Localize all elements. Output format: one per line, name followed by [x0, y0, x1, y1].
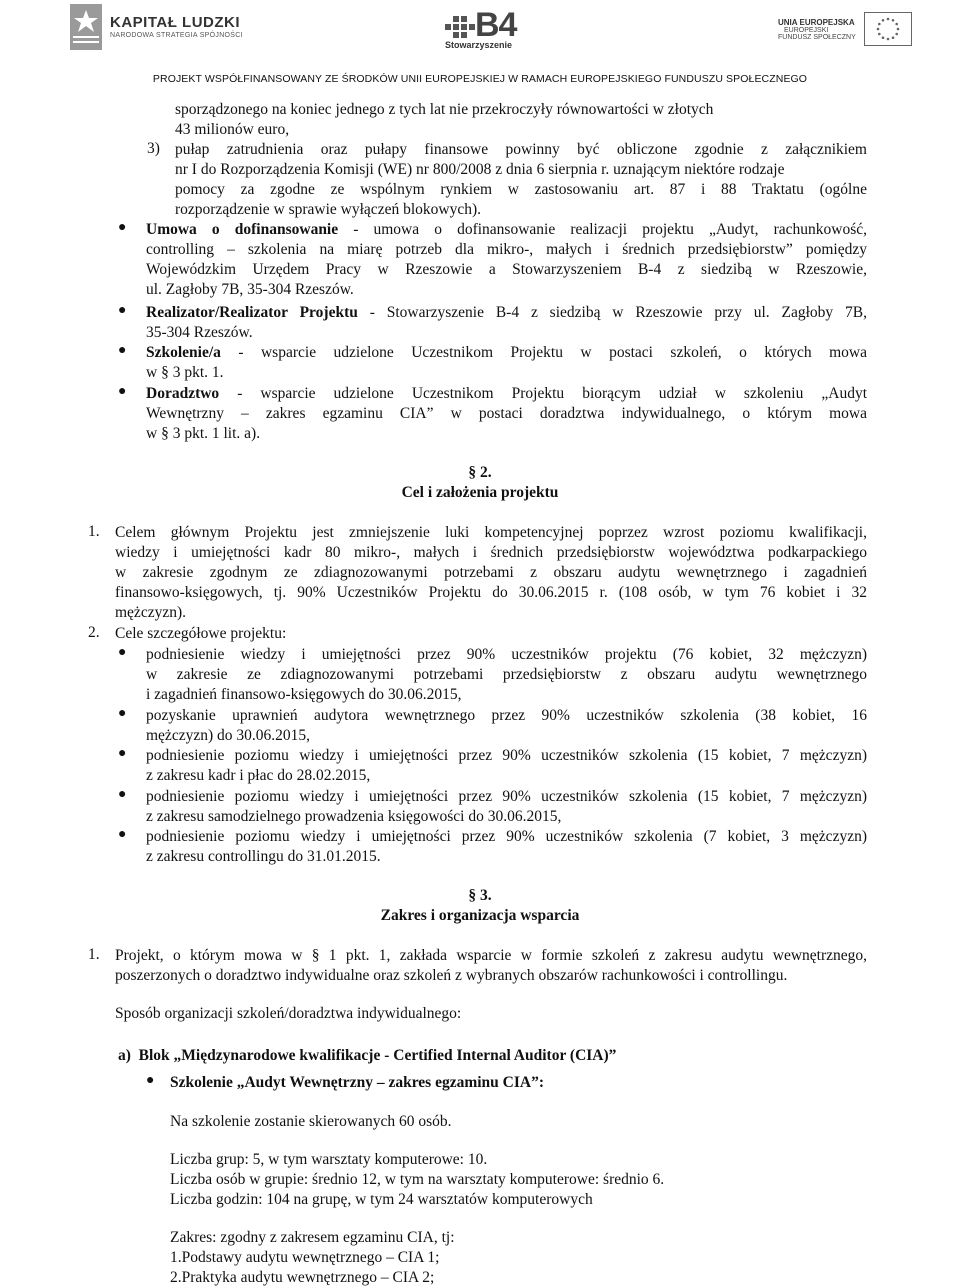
text-line: podniesienie wiedzy i umiejętności przez 90% uczestników projektu (76 kobiet, 32 mężczyzn) [146, 646, 867, 663]
definition-doradztwo [146, 384, 867, 444]
text-line: rozporządzenie w sprawie wyłączeń blokowych). [175, 201, 481, 218]
term-doradztwo: Doradztwo [146, 385, 220, 402]
text-line: mężczyzn) do 30.06.2015, [146, 727, 310, 744]
bullet-icon: ● [118, 645, 127, 660]
training-scope: Zakres: zgodny z zakresem egzaminu CIA, tj: [170, 1229, 455, 1246]
text-line: z zakresu samodzielnego prowadzenia księgowości do 30.06.2015, [146, 808, 562, 825]
goal-item [146, 827, 867, 867]
training-persons: Liczba osób w grupie: średnio 12, w tym na warsztaty komputerowe: średnio 6. [170, 1171, 665, 1188]
bullet-icon: ● [118, 303, 127, 318]
definition-umowa [146, 220, 867, 300]
text-line: mężczyzn). [115, 604, 186, 621]
definition-szkolenie [146, 343, 867, 383]
text-line: podniesienie poziomu wiedzy i umiejętności przez 90% uczestników szkolenia (7 kobiet, 3 mężczyzn) [146, 828, 867, 845]
text-line: z zakresu controllingu do 31.01.2015. [146, 848, 381, 865]
b4-grid-icon [445, 10, 475, 42]
text-line: poszerzonych o doradztwo indywidualne oraz szkoleń z wybranych obszarów rachunkowości i controllingu. [115, 967, 788, 984]
text-line: w § 3 pkt. 1 lit. a). [146, 425, 261, 442]
text-line: 43 milionów euro, [175, 121, 290, 138]
list-number: 3) [147, 140, 160, 157]
list-number: 2. [88, 624, 100, 641]
bullet-icon: ● [118, 827, 127, 842]
term-realizator: Realizator/Realizator Projektu [146, 304, 358, 321]
text-line: Wewnętrzny – zakres egzaminu CIA” w postaci doradztwa indywidualnego, o którym mowa [146, 405, 867, 422]
text-line: Wojewódzkim Urzędem Pracy w Rzeszowie a Stowarzyszeniem B-4 z siedzibą w Rzeszowie, [146, 261, 867, 278]
project-cofinancing-line: PROJEKT WSPÓŁFINANSOWANY ZE ŚRODKÓW UNII EUROPEJSKIEJ W RAMACH EUROPEJSKIEGO FUNDUSZU SPOŁECZNEGO [152, 73, 808, 85]
text-line: Projekt, o którym mowa w § 1 pkt. 1, zakłada wsparcie w formie szkoleń z zakresu audytu wewnętrznego, [115, 947, 867, 964]
text-line: - umowa o dofinansowanie realizacji projektu „Audyt, rachunkowość, [338, 221, 867, 238]
text-line: wiedzy i umiejętności kadr 80 mikro-, małych i średnich przedsiębiorstw województwa podkarpackiego [115, 544, 867, 561]
training-title: Szkolenie „Audyt Wewnętrzny – zakres egzaminu CIA”: [170, 1074, 544, 1091]
term-szkolenie: Szkolenie/a [146, 344, 221, 361]
intro-continuation [175, 100, 867, 140]
kapital-ludzki-logo [70, 4, 243, 48]
eu-fund-line2: FUNDUSZ SPOŁECZNY [778, 33, 856, 41]
bullet-icon: ● [118, 746, 127, 761]
text-line: Celem głównym Projektu jest zmniejszenie luki kompetencyjnej poprzez wzrost poziomu kwalifikacji, [115, 524, 867, 541]
eu-title: UNIA EUROPEJSKA [778, 17, 855, 27]
list-number: 1. [88, 523, 100, 540]
kapital-ludzki-subtitle: NARODOWA STRATEGIA SPÓJNOŚCI [110, 31, 243, 39]
text-line: podniesienie poziomu wiedzy i umiejętności przez 90% uczestników szkolenia (15 kobiet, 7 mężczyzn) [146, 747, 867, 764]
text-line: w § 3 pkt. 1. [146, 364, 224, 381]
eu-logo [778, 12, 912, 46]
section-2-title: Cel i założenia projektu [401, 484, 559, 501]
bullet-icon: ● [118, 384, 127, 399]
eu-fund-line1: EUROPEJSKI [784, 26, 829, 34]
organization-heading: Sposób organizacji szkoleń/doradztwa indywidualnego: [115, 1005, 462, 1022]
text-line: controlling – szkolenia na miarę potrzeb dla mikro-, małych i średnich przedsiębiorstw” pomiędzy [146, 241, 867, 258]
goal-item [146, 746, 867, 786]
text-line: pułap zatrudnienia oraz pułapy finansowe powinny być obliczone zgodnie z załącznikiem [175, 141, 867, 158]
list-item-3 [175, 140, 867, 220]
section-2-goals-heading: Cele szczegółowe projektu: [115, 625, 287, 642]
training-hours: Liczba godzin: 104 na grupę, w tym 24 warsztatów komputerowych [170, 1191, 593, 1208]
text-line: finansowo-księgowych, tj. 90% Uczestników Projektu do 30.06.2015 r. (108 osób, w tym 76 kobiet i 32 [115, 584, 867, 601]
bullet-icon: ● [118, 220, 127, 235]
text-line: pozyskanie uprawnień audytora wewnętrznego przez 90% uczestników szkolenia (38 kobiet, 16 [146, 707, 867, 724]
text-line: z zakresu kadr i płac do 28.02.2015, [146, 767, 371, 784]
goal-item [146, 706, 867, 746]
goal-item [146, 787, 867, 827]
definition-realizator [146, 303, 867, 343]
bullet-icon: ● [118, 343, 127, 358]
section-2-number: § 2. [468, 464, 492, 481]
training-participants: Na szkolenie zostanie skierowanych 60 osób. [170, 1113, 452, 1130]
text-line: nr I do Rozporządzenia Komisji (WE) nr 800/2008 z dnia 6 sierpnia r. uznającym niektóre rodzaje [175, 161, 785, 178]
b4-subtitle: Stowarzyszenie [445, 40, 513, 50]
b4-title: B4 [475, 6, 517, 44]
text-line: - wsparcie udzielone Uczestnikom Projektu biorącym udział w szkoleniu „Audyt [219, 385, 867, 402]
b4-logo [445, 8, 555, 54]
block-a-heading: a) Blok „Międzynarodowe kwalifikacje - Certified Internal Auditor (CIA)” [118, 1047, 617, 1064]
list-number: 1. [88, 946, 100, 963]
scope-item: 1.Podstawy audytu wewnętrznego – CIA 1; [170, 1249, 440, 1266]
scope-item: 2.Praktyka audytu wewnętrznego – CIA 2; [170, 1269, 435, 1286]
training-groups: Liczba grup: 5, w tym warsztaty komputerowe: 10. [170, 1151, 488, 1168]
text-line: sporządzonego na koniec jednego z tych lat nie przekroczyły równowartości w złotych [175, 101, 714, 118]
bullet-icon: ● [118, 706, 127, 721]
text-line: w zakresie ze zdiagnozowanymi potrzebami przedsiębiorstw z obszaru audytu wewnętrznego [146, 666, 867, 683]
kapital-ludzki-emblem-icon [70, 4, 102, 48]
text-line: i zagadnień finansowo-księgowych do 30.06.2015, [146, 686, 462, 703]
text-line: w zakresie zgodnym ze zdiagnozowanymi potrzebami z obszaru audytu wewnętrznego i zagadnień [115, 564, 867, 581]
text-line: ul. Zagłoby 7B, 35-304 Rzeszów. [146, 281, 354, 298]
text-line: 35-304 Rzeszów. [146, 324, 253, 341]
section-3-paragraph-1 [115, 946, 867, 986]
bullet-icon: ● [118, 787, 127, 802]
bullet-icon: ● [146, 1073, 155, 1088]
eu-flag-icon [864, 12, 912, 46]
kapital-ludzki-title: KAPITAŁ LUDZKI [110, 13, 241, 31]
text-line: - wsparcie udzielone Uczestnikom Projektu w postaci szkoleń, o których mowa [220, 344, 867, 361]
section-3-title: Zakres i organizacja wsparcia [380, 907, 580, 924]
term-umowa: Umowa o dofinansowanie [146, 221, 339, 238]
goal-item [146, 645, 867, 705]
text-line: - Stowarzyszenie B-4 z siedzibą w Rzeszowie przy ul. Zagłoby 7B, [357, 304, 867, 321]
page-header [0, 0, 960, 90]
text-line: pomocy za zgodne ze wspólnym rynkiem w zastosowaniu art. 87 i 88 Traktatu (ogólne [175, 181, 867, 198]
section-2-paragraph-1 [115, 523, 867, 623]
text-line: podniesienie poziomu wiedzy i umiejętności przez 90% uczestników szkolenia (15 kobiet, 7 mężczyzn) [146, 788, 867, 805]
section-3-number: § 3. [468, 887, 492, 904]
